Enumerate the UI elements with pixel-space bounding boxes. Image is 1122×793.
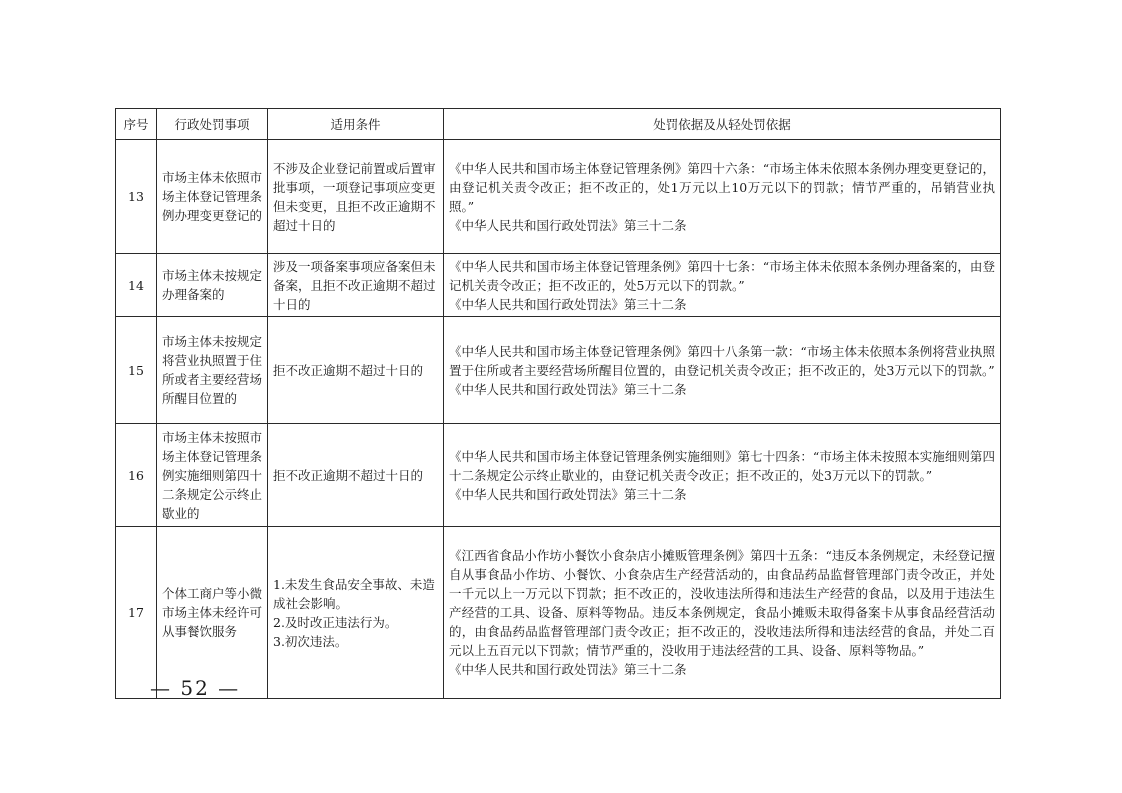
row-serial-number: 13	[116, 140, 157, 254]
row-penalty-basis	[444, 140, 1001, 254]
row-condition	[268, 317, 444, 424]
basis-paragraph: 《江西省食品小作坊小餐饮小食杂店小摊贩管理条例》第四十五条：“违反本条例规定，未经登记擅自从事食品小作坊、小餐饮、小食杂店生产经营活动的，由食品药品监督管理部门责令改正，并处一千元以上一万元以下罚款；拒不改正的，没收违法所得和违法生产经营的食品，以及用于违法生产经营的工具、设备、原料等物品。违反本条例规定，食品小摊贩未取得备案卡从事食品经营活动的，由食品药品监督管理部门责令改正；拒不改正的，没收违法所得和违法经营的食品，并处二百元以上五百元以下罚款；情节严重的，没收用于违法经营的工具、设备、原料等物品。”	[449, 548, 995, 658]
basis-paragraph: 《中华人民共和国市场主体登记管理条例》第四十八条第一款：“市场主体未依照本条例将营业执照置于住所或者主要经营场所醒目位置的，由登记机关责令改正；拒不改正的，处3万元以下的罚款。”	[449, 343, 995, 378]
row-penalty-item: 市场主体未依照市场主体登记管理条例办理变更登记的	[157, 140, 268, 254]
page-number: — 52 —	[150, 676, 241, 700]
condition-line: 拒不改正逾期不超过十日的	[273, 362, 424, 378]
header-penalty-basis: 处罚依据及从轻处罚依据	[444, 109, 1001, 140]
row-condition	[268, 424, 444, 527]
condition-line: 3.初次违法。	[273, 633, 348, 649]
basis-paragraph: 《中华人民共和国行政处罚法》第三十二条	[449, 662, 687, 677]
row-penalty-basis	[444, 317, 1001, 424]
header-row	[116, 109, 1001, 140]
row-serial-number: 15	[116, 317, 157, 424]
header-applicable-condition: 适用条件	[268, 109, 444, 140]
row-penalty-item: 市场主体未按规定将营业执照置于住所或者主要经营场所醒目位置的	[157, 317, 268, 424]
table-body	[116, 140, 1001, 699]
table-row	[116, 254, 1001, 317]
condition-line: 涉及一项备案事项应备案但未备案，且拒不改正逾期不超过十日的	[273, 258, 436, 312]
condition-line: 1.未发生食品安全事故、未造成社会影响。	[273, 576, 435, 611]
row-serial-number: 14	[116, 254, 157, 317]
row-penalty-basis	[444, 527, 1001, 699]
basis-paragraph: 《中华人民共和国市场主体登记管理条例实施细则》第七十四条：“市场主体未按照本实施细则第四十二条规定公示终止歇业的，由登记机关责令改正；拒不改正的，处3万元以下的罚款。”	[449, 448, 995, 483]
row-condition	[268, 254, 444, 317]
basis-paragraph: 《中华人民共和国行政处罚法》第三十二条	[449, 486, 687, 502]
basis-paragraph: 《中华人民共和国市场主体登记管理条例》第四十六条：“市场主体未依照本条例办理变更登记的，由登记机关责令改正；拒不改正的，处1万元以上10万元以下的罚款；情节严重的，吊销营业执照。”	[449, 160, 995, 214]
basis-paragraph: 《中华人民共和国行政处罚法》第三十二条	[449, 217, 687, 233]
basis-paragraph: 《中华人民共和国行政处罚法》第三十二条	[449, 381, 687, 397]
row-serial-number: 16	[116, 424, 157, 527]
condition-line: 拒不改正逾期不超过十日的	[273, 467, 424, 483]
row-penalty-item: 个体工商户等小微市场主体未经许可从事餐饮服务	[157, 527, 268, 699]
table-row	[116, 140, 1001, 254]
row-serial-number: 17	[116, 527, 157, 699]
condition-line: 不涉及企业登记前置或后置审批事项，一项登记事项应变更但未变更，且拒不改正逾期不超过十日的	[273, 160, 436, 233]
header-serial-number: 序号	[116, 109, 157, 140]
header-penalty-item: 行政处罚事项	[157, 109, 268, 140]
condition-line: 2.及时改正违法行为。	[273, 614, 398, 630]
table-row	[116, 424, 1001, 527]
table-row	[116, 317, 1001, 424]
row-penalty-basis	[444, 424, 1001, 527]
basis-paragraph: 《中华人民共和国行政处罚法》第三十二条	[449, 296, 687, 312]
row-penalty-item: 市场主体未按照市场主体登记管理条例实施细则第四十二条规定公示终止歇业的	[157, 424, 268, 527]
row-condition	[268, 140, 444, 254]
row-penalty-basis	[444, 254, 1001, 317]
basis-paragraph: 《中华人民共和国市场主体登记管理条例》第四十七条：“市场主体未依照本条例办理备案的，由登记机关责令改正；拒不改正的，处5万元以下的罚款。”	[449, 258, 995, 293]
table-header	[116, 109, 1001, 140]
row-condition	[268, 527, 444, 699]
penalty-table	[115, 108, 1001, 699]
table-row	[116, 527, 1001, 699]
row-penalty-item: 市场主体未按规定办理备案的	[157, 254, 268, 317]
